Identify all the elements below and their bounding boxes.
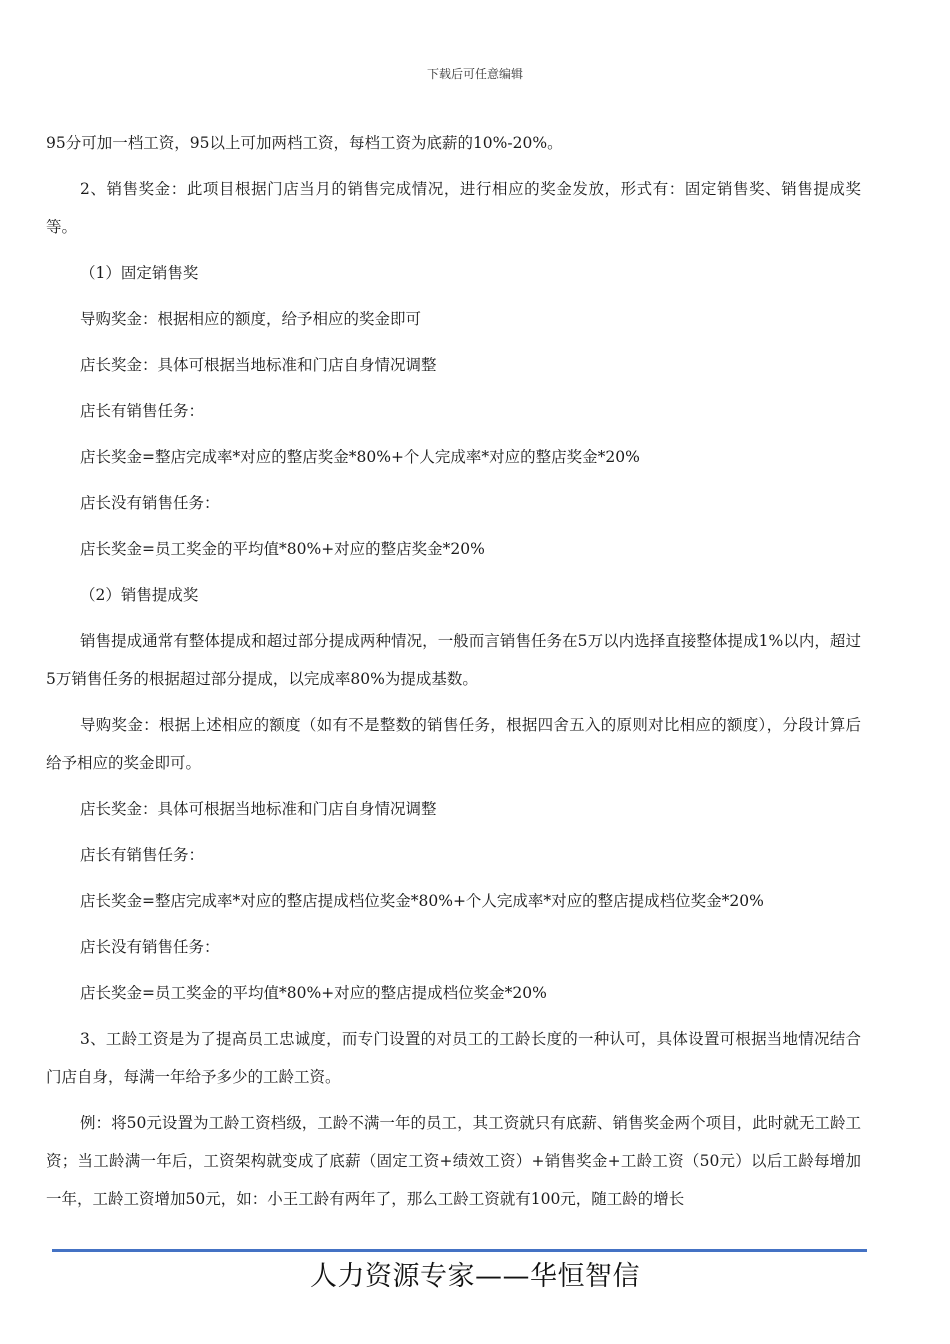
footer-divider [52, 1249, 867, 1252]
page-header: 下载后可任意编辑 [426, 67, 523, 81]
paragraph-sales-bonus: 2、销售奖金：此项目根据门店当月的销售完成情况，进行相应的奖金发放，形式有：固定销售奖、销售提成奖等。 [46, 180, 861, 236]
paragraph-guide-commission: 导购奖金：根据上述相应的额度（如有不是整数的销售任务，根据四舍五入的原则对比相应的额度），分段计算后给予相应的奖金即可。 [46, 716, 861, 772]
formula-manager-commission-with-task: 店长奖金=整店完成率*对应的整店提成档位奖金*80%+个人完成率*对应的整店提成档位奖金*20% [80, 892, 764, 910]
paragraph-manager-no-task-2: 店长没有销售任务： [80, 938, 220, 956]
formula-manager-commission-no-task: 店长奖金=员工奖金的平均值*80%+对应的整店提成档位奖金*20% [80, 984, 547, 1002]
document-body [46, 124, 861, 1226]
paragraph-guide-bonus: 导购奖金：根据相应的额度，给予相应的奖金即可 [80, 310, 422, 328]
formula-manager-bonus-with-task: 店长奖金=整店完成率*对应的整店奖金*80%+个人完成率*对应的整店奖金*20% [80, 448, 640, 466]
subheading-sales-commission: （2）销售提成奖 [80, 586, 199, 604]
paragraph-manager-has-task-2: 店长有销售任务： [80, 846, 205, 864]
page-footer: 人力资源专家——华恒智信 [310, 1261, 640, 1292]
paragraph-manager-has-task: 店长有销售任务： [80, 402, 205, 420]
paragraph-seniority-pay: 3、工龄工资是为了提高员工忠诚度，而专门设置的对员工的工龄长度的一种认可，具体设置可根据当地情况结合门店自身，每满一年给予多少的工龄工资。 [46, 1030, 861, 1086]
paragraph-seniority-example: 例：将50元设置为工龄工资档级，工龄不满一年的员工，其工资就只有底薪、销售奖金两个项目，此时就无工龄工资；当工龄满一年后，工资架构就变成了底薪（固定工资+绩效工资）+销售奖金+工龄工资（50元）以后工龄每增加一年，工龄工资增加50元，如：小王工龄有两年了，那么工龄工资就有100元，随工龄的增长 [46, 1114, 861, 1208]
paragraph-manager-commission: 店长奖金：具体可根据当地标准和门店自身情况调整 [80, 800, 437, 818]
paragraph-salary-grade: 95分可加一档工资，95以上可加两档工资，每档工资为底薪的10%-20%。 [46, 134, 563, 152]
paragraph-commission-method: 销售提成通常有整体提成和超过部分提成两种情况，一般而言销售任务在5万以内选择直接整体提成1%以内，超过5万销售任务的根据超过部分提成，以完成率80%为提成基数。 [46, 632, 861, 688]
subheading-fixed-sales-bonus: （1）固定销售奖 [80, 264, 199, 282]
formula-manager-bonus-no-task: 店长奖金=员工奖金的平均值*80%+对应的整店奖金*20% [80, 540, 485, 558]
paragraph-manager-no-task: 店长没有销售任务： [80, 494, 220, 512]
paragraph-manager-bonus: 店长奖金：具体可根据当地标准和门店自身情况调整 [80, 356, 437, 374]
